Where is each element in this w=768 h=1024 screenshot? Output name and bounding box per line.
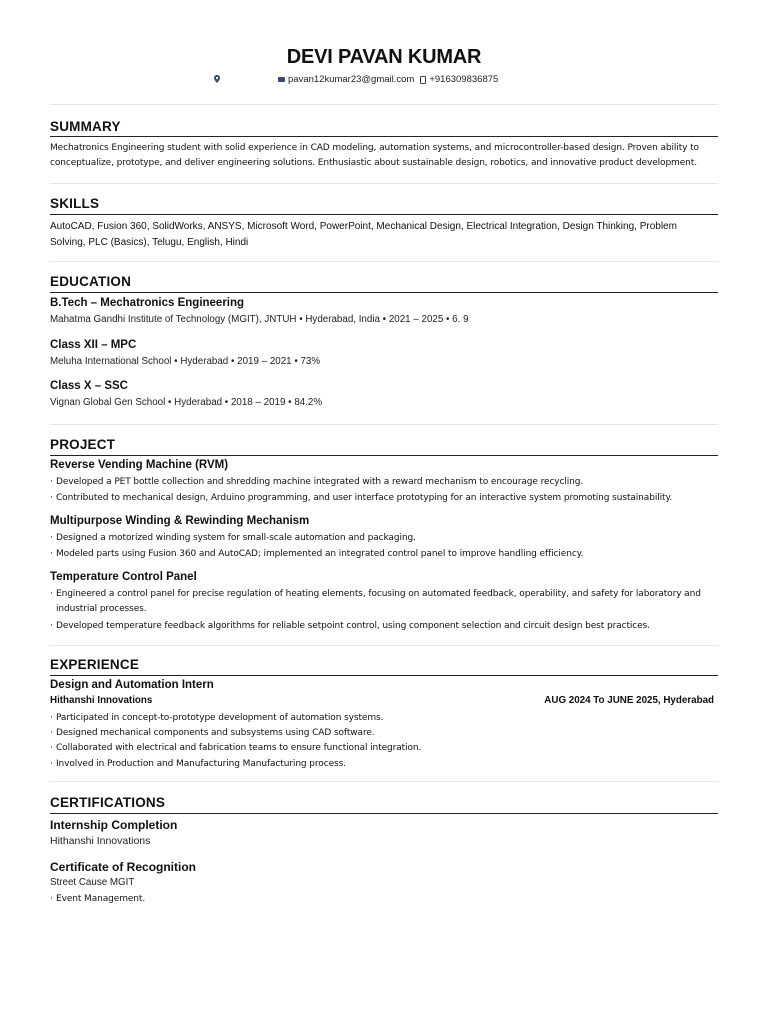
experience-bullet — [50, 726, 718, 741]
summary-line: conceptualize, prototype, and deliver engineering solutions. Enthusiastic about sustainable design, robotics, and innovative product development. — [50, 158, 697, 168]
phone-text[interactable]: +916309836875 — [429, 74, 499, 85]
bullet-dot: · — [50, 759, 53, 769]
bullet-text: Collaborated with electrical and fabrication teams to ensure functional integration. — [56, 743, 422, 753]
bullet-text: Modeled parts using Fusion 360 and AutoCAD; implemented an integrated control panel to improve handling efficiency. — [56, 549, 584, 559]
bullet-dot: · — [50, 493, 53, 503]
project-bullet — [50, 619, 718, 634]
project-name: Multipurpose Winding & Rewinding Mechanism — [50, 515, 310, 527]
skills-line: AutoCAD, Fusion 360, SolidWorks, ANSYS, Microsoft Word, PowerPoint, Mechanical Design, Electrical Integration, Design Thinking, Problem — [50, 221, 677, 232]
separator — [50, 183, 718, 184]
bullet-dot: · — [50, 549, 53, 559]
experience-bullet — [50, 741, 718, 756]
section-title-summary: SUMMARY — [50, 119, 121, 134]
contact-line — [0, 74, 768, 88]
skills-text — [50, 219, 718, 250]
bullet-text: Contributed to mechanical design, Arduino programming, and user interface prototyping for an interactive system promoting sustainability. — [56, 493, 673, 503]
bullet-text: Participated in concept-to-prototype development of automation systems. — [56, 713, 384, 723]
certification-name: Certificate of Recognition — [50, 860, 197, 874]
experience-role: Design and Automation Intern — [50, 679, 214, 691]
bullet-text: Involved in Production and Manufacturing Manufacturing process. — [56, 759, 346, 769]
bullet-text: Developed a PET bottle collection and shredding machine integrated with a reward mechanism to encourage recycling. — [56, 477, 584, 487]
section-rule — [50, 675, 718, 676]
certification-issuer: Hithanshi Innovations — [50, 835, 151, 847]
section-rule — [50, 455, 718, 456]
section-rule — [50, 136, 718, 137]
section-title-skills: SKILLS — [50, 196, 100, 211]
bullet-text: Developed temperature feedback algorithms for reliable setpoint control, using component selection and circuit design best practices. — [56, 621, 650, 631]
bullet-text: Event Management. — [56, 894, 146, 904]
certification-issuer: Street Cause MGIT — [50, 877, 135, 888]
project-bullet — [50, 531, 718, 546]
bullet-text: Engineered a control panel for precise regulation of heating elements, focusing on automated feedback, operability, and safety for laboratory and — [56, 589, 701, 599]
experience-period: AUG 2024 To JUNE 2025, Hyderabad — [544, 695, 714, 706]
section-rule — [50, 292, 718, 293]
bullet-text: Designed mechanical components and subsystems using CAD software. — [56, 728, 375, 738]
section-title-education: EDUCATION — [50, 274, 132, 289]
education-details: Vignan Global Gen School • Hyderabad • 2018 – 2019 • 84.2% — [50, 397, 323, 408]
phone-icon — [420, 76, 426, 84]
bullet-continuation: industrial processes. — [56, 603, 147, 614]
education-degree: B.Tech – Mechatronics Engineering — [50, 297, 245, 309]
certification-name: Internship Completion — [50, 818, 178, 832]
summary-line: Mechatronics Engineering student with solid experience in CAD modeling, automation systems, and microcontroller-based design. Proven ability to — [50, 143, 699, 153]
project-name: Reverse Vending Machine (RVM) — [50, 459, 229, 471]
email-icon — [278, 77, 285, 82]
experience-company: Hithanshi Innovations — [50, 695, 153, 706]
project-bullet — [50, 547, 718, 562]
education-details: Mahatma Gandhi Institute of Technology (MGIT), JNTUH • Hyderabad, India • 2021 – 2025 • 6. 9 — [50, 314, 469, 325]
bullet-dot: · — [50, 894, 53, 904]
section-title-certifications: CERTIFICATIONS — [50, 795, 166, 810]
bullet-dot: · — [50, 533, 53, 543]
location-pin-icon — [214, 75, 220, 83]
project-bullet — [50, 491, 718, 506]
separator — [50, 424, 718, 425]
section-rule — [50, 214, 718, 215]
certification-bullet — [50, 892, 718, 907]
section-title-experience: EXPERIENCE — [50, 657, 140, 672]
bullet-dot: · — [50, 589, 53, 599]
bullet-dot: · — [50, 713, 53, 723]
bullet-dot: · — [50, 743, 53, 753]
education-details: Meluha International School • Hyderabad • 2019 – 2021 • 73% — [50, 356, 321, 367]
experience-bullet — [50, 757, 718, 772]
bullet-dot: · — [50, 477, 53, 487]
project-bullet — [50, 475, 718, 490]
education-degree: Class X – SSC — [50, 380, 128, 392]
section-title-project: PROJECT — [50, 437, 116, 452]
experience-bullet — [50, 711, 718, 726]
education-degree: Class XII – MPC — [50, 339, 137, 351]
project-name: Temperature Control Panel — [50, 571, 197, 583]
separator — [50, 261, 718, 262]
separator — [50, 104, 718, 105]
bullet-text: Designed a motorized winding system for small-scale automation and packaging. — [56, 533, 416, 543]
section-rule — [50, 813, 718, 814]
bullet-dot: · — [50, 621, 53, 631]
skills-line: Solving, PLC (Basics), Telugu, English, Hindi — [50, 236, 249, 248]
project-bullet — [50, 587, 718, 616]
contact-details — [278, 74, 498, 85]
candidate-name: DEVI PAVAN KUMAR — [286, 46, 482, 68]
bullet-dot: · — [50, 728, 53, 738]
email-text[interactable]: pavan12kumar23@gmail.com — [288, 74, 415, 85]
separator — [50, 781, 718, 782]
separator — [50, 645, 718, 646]
summary-text — [50, 141, 718, 171]
